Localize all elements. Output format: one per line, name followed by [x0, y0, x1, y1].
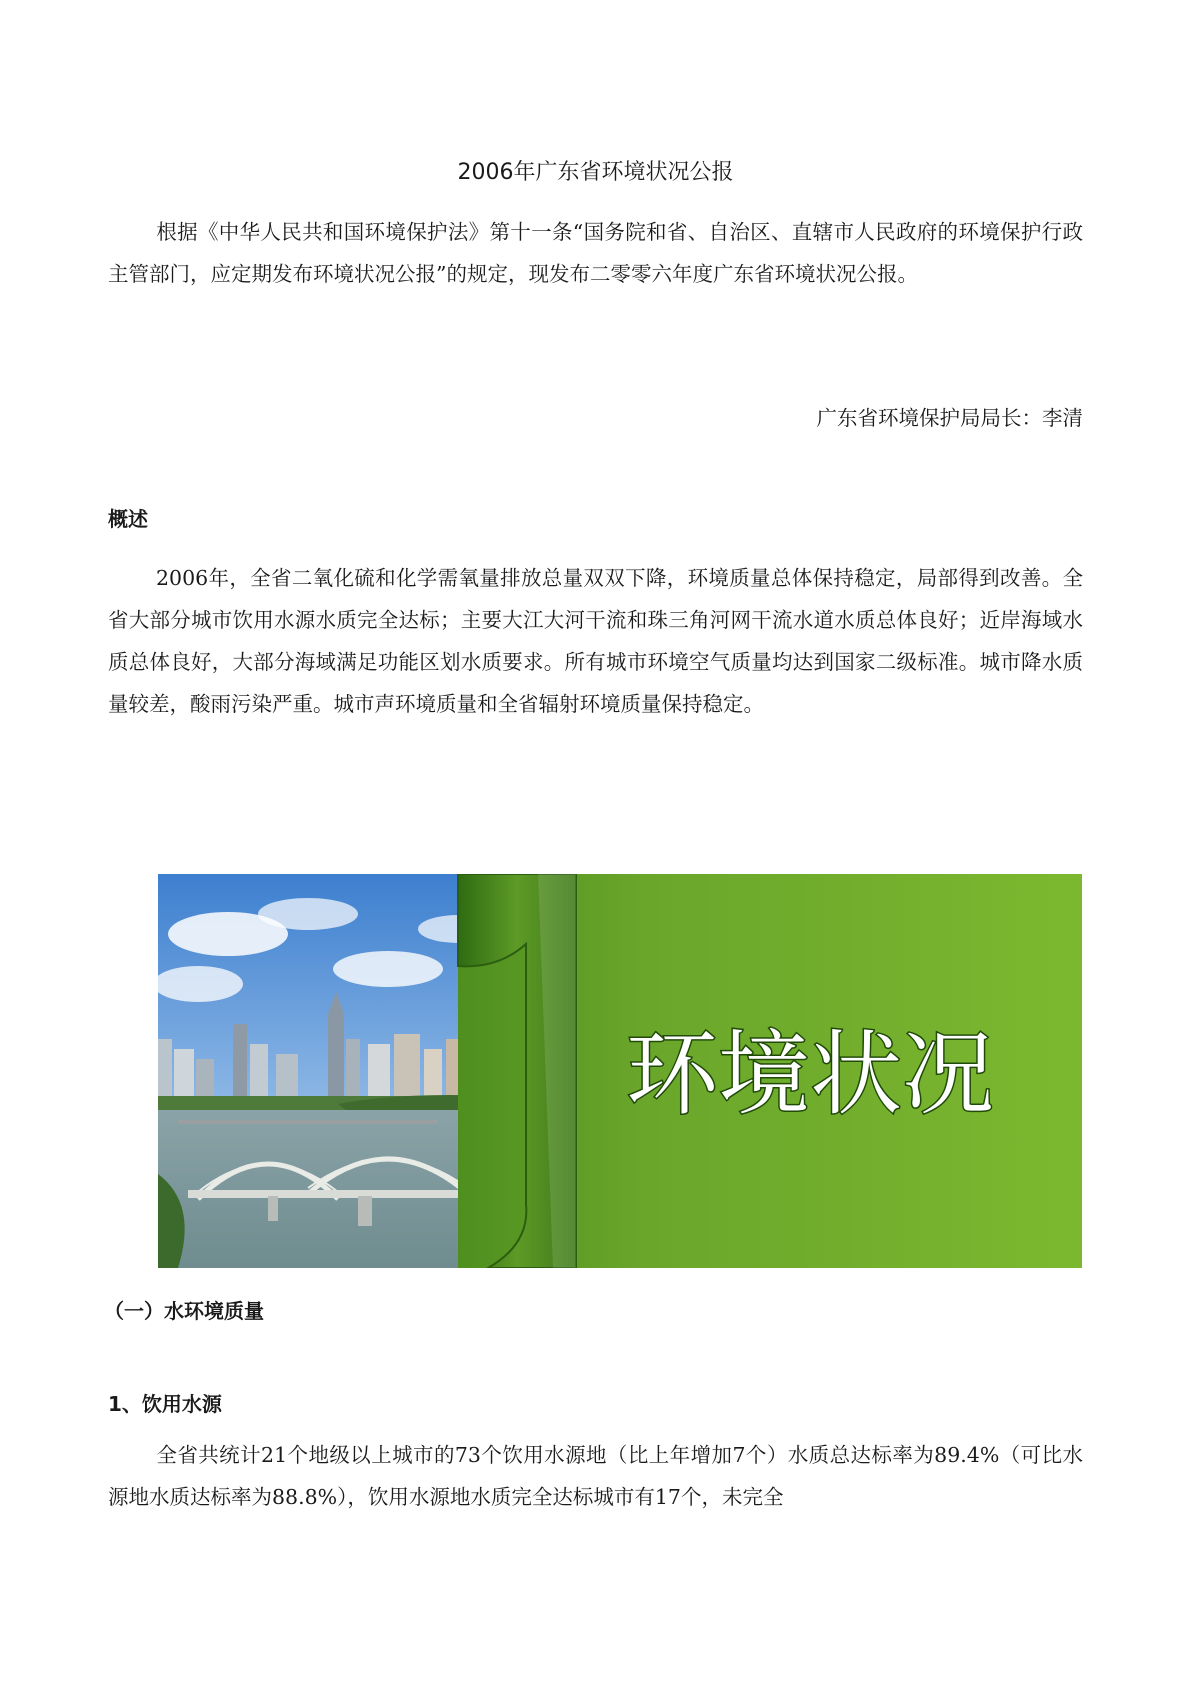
signature: 广东省环境保护局局长：李清: [816, 406, 1083, 430]
drinking-water-text: 全省共统计21个地级以上城市的73个饮用水源地（比上年增加7个）水质总达标率为89.4%（可比水源地水质达标率为88.8%），饮用水源地水质完全达标城市有17个，未完全: [108, 1443, 1083, 1509]
overview-heading: 概述: [108, 507, 148, 531]
intro-paragraph: [108, 211, 1083, 295]
drinking-water-paragraph: [108, 1434, 1083, 1518]
banner-image: [158, 874, 1082, 1268]
section-banner: [158, 874, 1082, 1268]
banner-caption: 环境状况: [626, 1021, 995, 1128]
overview-paragraph: [108, 557, 1083, 725]
water-environment-heading: （一）水环境质量: [104, 1299, 264, 1323]
document-title: 2006年广东省环境状况公报: [457, 160, 734, 185]
drinking-water-heading: 1、饮用水源: [108, 1392, 222, 1416]
overview-text: 2006年，全省二氧化硫和化学需氧量排放总量双双下降，环境质量总体保持稳定，局部得到改善。全省大部分城市饮用水源水质完全达标；主要大江大河干流和珠三角河网干流水道水质总体良好；近岸海域水质总体良好，大部分海域满足功能区划水质要求。所有城市环境空气质量均达到国家二级标准。城市降水质量较差，酸雨污染严重。城市声环境质量和全省辐射环境质量保持稳定。: [108, 566, 1083, 716]
intro-text: 根据《中华人民共和国环境保护法》第十一条“国务院和省、自治区、直辖市人民政府的环境保护行政主管部门，应定期发布环境状况公报”的规定，现发布二零零六年度广东省环境状况公报。: [108, 220, 1083, 286]
